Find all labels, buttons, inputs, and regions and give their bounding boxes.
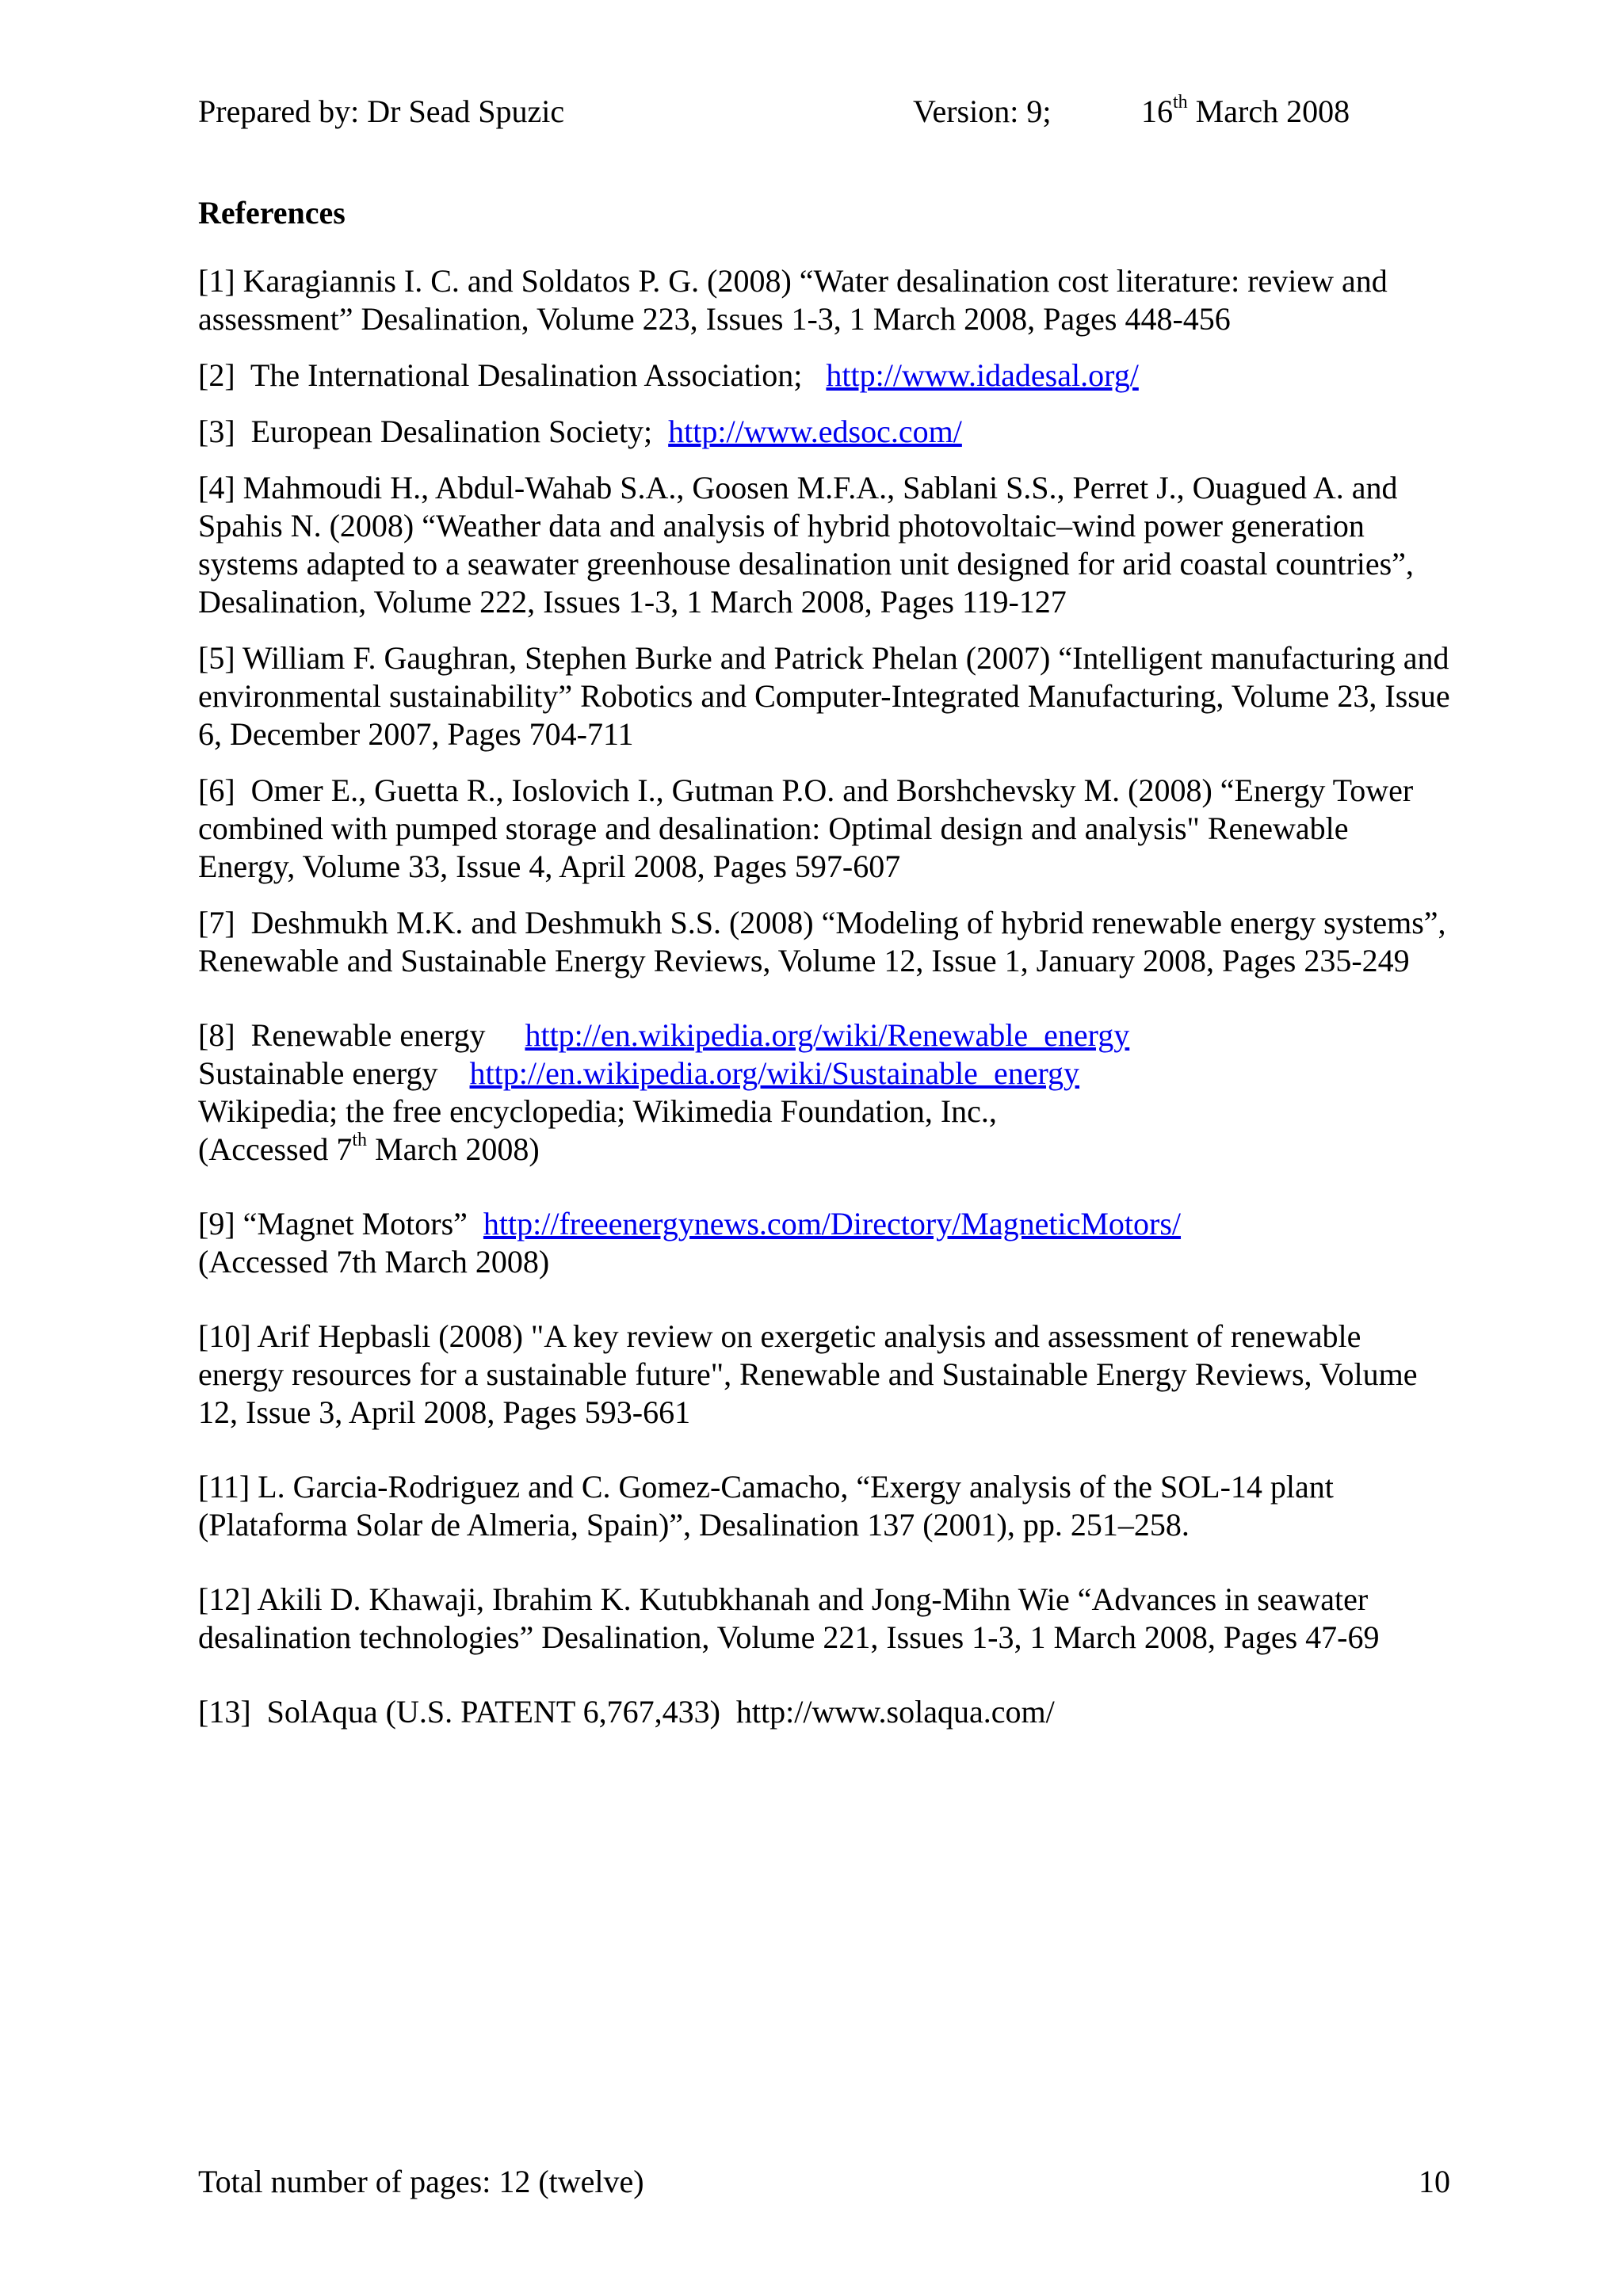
ref-number: [12] [198, 1581, 251, 1617]
ref-number: [10] [198, 1318, 251, 1354]
reference-1 [198, 262, 1450, 338]
ref-8-line-3: Wikipedia; the free encyclopedia; Wikimedia Foundation, Inc., [198, 1093, 997, 1129]
ref-8-line-1 [198, 1016, 1450, 1055]
ref-text: Karagiannis I. C. and Soldatos P. G. (2008) “Water desalination cost literature: review and assessment” Desalination, Volume 223, Issues 1-3, 1 March 2008, Pages 448-456 [198, 263, 1388, 337]
ref-text: Deshmukh M.K. and Deshmukh S.S. (2008) “Modeling of hybrid renewable energy systems”, Renewable and Sustainable Energy Reviews, Volume 12, Issue 1, January 2008, Pages 235-249 [198, 905, 1446, 978]
ref-number: [7] [198, 905, 235, 940]
ref-9-line-1 [198, 1205, 1450, 1243]
accessed-post: March 2008) [367, 1131, 540, 1167]
version-label: Version: 9; [913, 93, 1052, 129]
ref-number: [13] [198, 1694, 251, 1730]
ref-number: [11] [198, 1469, 250, 1505]
reference-4 [198, 469, 1450, 621]
ref-link-idadesal[interactable]: http://www.idadesal.org/ [826, 357, 1139, 393]
ref-text: “Magnet Motors” [242, 1206, 468, 1241]
ref-text: Mahmoudi H., Abdul-Wahab S.A., Goosen M.F.A., Sablani S.S., Perret J., Ouagued A. and Spahis N. (2008) “Weather data and analysis of hybrid photovoltaic–wind power generation systems adapted to a seawater greenhouse desalination unit designed for arid coastal countries”, Desalination, Volume 222, Issues 1-3, 1 March 2008, Pages 119-127 [198, 470, 1414, 620]
reference-10 [198, 1318, 1450, 1432]
ref-9-line-2: (Accessed 7th March 2008) [198, 1244, 550, 1280]
reference-11 [198, 1468, 1450, 1544]
date-ordinal: th [1173, 91, 1188, 113]
page-number: 10 [1419, 2164, 1450, 2199]
reference-8 [198, 1016, 1450, 1169]
total-pages: Total number of pages: 12 (twelve) [198, 2164, 644, 2199]
accessed-pre: (Accessed 7 [198, 1131, 353, 1167]
page-footer [198, 2163, 1450, 2203]
ref-text: L. Garcia-Rodriguez and C. Gomez-Camacho, “Exergy analysis of the SOL-14 plant (Plataforma Solar de Almeria, Spain)”, Desalination 137 (2001), pp. 251–258. [198, 1469, 1334, 1543]
date-day: 16 [1141, 93, 1173, 129]
ref-text: Sustainable energy [198, 1055, 438, 1091]
ref-text: SolAqua (U.S. PATENT 6,767,433) [266, 1694, 720, 1730]
reference-13 [198, 1693, 1450, 1731]
ref-number: [9] [198, 1206, 235, 1241]
ref-number: [4] [198, 470, 235, 505]
prepared-by: Prepared by: Dr Sead Spuzic [198, 93, 565, 129]
ref-number: [6] [198, 772, 235, 808]
ref-text: Akili D. Khawaji, Ibrahim K. Kutubkhanah and Jong-Mihn Wie “Advances in seawater desalination technologies” Desalination, Volume 221, Issues 1-3, 1 March 2008, Pages 47-69 [198, 1581, 1380, 1655]
ref-number: [3] [198, 414, 235, 449]
section-title: References [198, 195, 346, 231]
ref-number: [1] [198, 263, 235, 299]
reference-7 [198, 904, 1450, 980]
reference-12 [198, 1581, 1450, 1657]
ref-8-line-4 [198, 1131, 1450, 1169]
ref-text: European Desalination Society; [250, 414, 653, 449]
ref-text: Omer E., Guetta R., Ioslovich I., Gutman P.O. and Borshchevsky M. (2008) “Energy Tower combined with pumped storage and desalination: Optimal design and analysis" Renewable Energy, Volume 33, Issue 4, April 2008, Pages 597-607 [198, 772, 1414, 884]
reference-6 [198, 772, 1450, 886]
ref-text: William F. Gaughran, Stephen Burke and Patrick Phelan (2007) “Intelligent manufacturing and environmental sustainability” Robotics and Computer-Integrated Manufacturing, Volume 23, Issue 6, December 2007, Pages 704-711 [198, 640, 1450, 752]
ref-url-solaqua: http://www.solaqua.com/ [735, 1694, 1055, 1730]
ref-number: [2] [198, 357, 235, 393]
reference-2 [198, 357, 1450, 395]
reference-9 [198, 1205, 1450, 1281]
ref-text: The International Desalination Association; [250, 357, 803, 393]
ref-link-sustainable-energy[interactable]: http://en.wikipedia.org/wiki/Sustainable_energy [469, 1055, 1080, 1091]
references-section [198, 194, 1450, 1731]
page-header [198, 93, 1434, 140]
ref-8-line-2 [198, 1055, 1450, 1093]
ref-link-renewable-energy[interactable]: http://en.wikipedia.org/wiki/Renewable_energy [525, 1017, 1130, 1053]
reference-5 [198, 639, 1450, 753]
ref-text: Renewable energy [250, 1017, 486, 1053]
date-rest: March 2008 [1187, 93, 1350, 129]
reference-3 [198, 413, 1450, 451]
accessed-ordinal: th [352, 1129, 368, 1150]
ref-link-magnet-motors[interactable]: http://freeenergynews.com/Directory/MagneticMotors/ [483, 1206, 1182, 1241]
ref-number: [5] [198, 640, 235, 676]
ref-link-edsoc[interactable]: http://www.edsoc.com/ [668, 414, 962, 449]
ref-number: [8] [198, 1017, 235, 1053]
ref-text: Arif Hepbasli (2008) "A key review on exergetic analysis and assessment of renewable energy resources for a sustainable future", Renewable and Sustainable Energy Reviews, Volume 12, Issue 3, April 2008, Pages 593-661 [198, 1318, 1418, 1430]
document-date [1141, 93, 1350, 131]
